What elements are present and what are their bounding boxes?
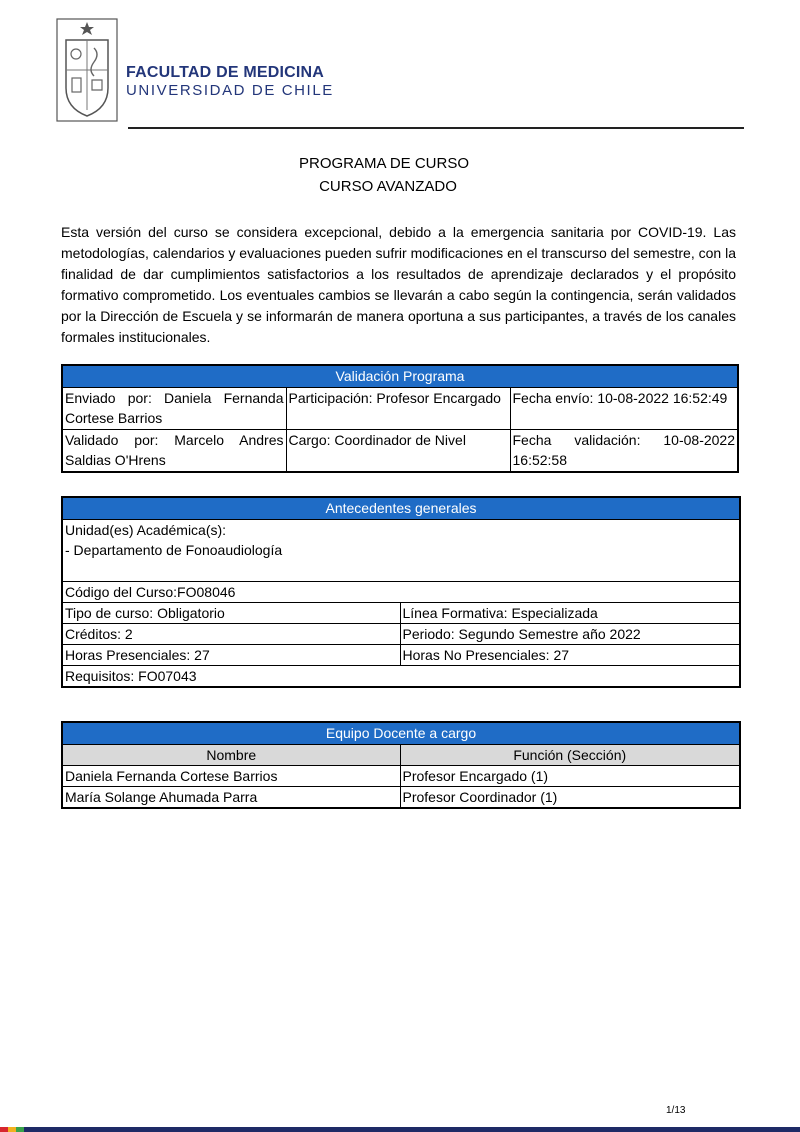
- member-role-cell: Profesor Encargado (1): [400, 766, 740, 787]
- document-subtitle: CURSO AVANZADO: [319, 178, 457, 195]
- table-row: [62, 787, 740, 809]
- table-row: [62, 766, 740, 787]
- training-line-cell: Línea Formativa: Especializada: [400, 603, 740, 624]
- role-cell: Cargo: Coordinador de Nivel: [286, 430, 510, 472]
- in-person-hours-cell: Horas Presenciales: 27: [62, 645, 400, 666]
- sent-date-cell: Fecha envío: 10-08-2022 16:52:49: [510, 388, 738, 430]
- general-heading: Antecedentes generales: [62, 497, 740, 520]
- member-name-cell: María Solange Ahumada Parra: [62, 787, 400, 809]
- period-cell: Periodo: Segundo Semestre año 2022: [400, 624, 740, 645]
- participation-cell: Participación: Profesor Encargado: [286, 388, 510, 430]
- column-header-role: Función (Sección): [400, 745, 740, 766]
- university-crest-icon: [56, 18, 118, 122]
- validated-by-cell: Validado por: Marcelo Andres Saldias O'Hrens: [62, 430, 286, 472]
- sent-by-cell: Enviado por: Daniela Fernanda Cortese Barrios: [62, 388, 286, 430]
- remote-hours-cell: Horas No Presenciales: 27: [400, 645, 740, 666]
- credits-cell: Créditos: 2: [62, 624, 400, 645]
- validation-table: [61, 364, 739, 473]
- document-title: PROGRAMA DE CURSO: [298, 155, 470, 172]
- member-role-cell: Profesor Coordinador (1): [400, 787, 740, 809]
- teaching-team-table: [61, 721, 741, 809]
- validation-heading: Validación Programa: [62, 365, 738, 388]
- header-divider: [128, 127, 744, 129]
- bottom-brand-bar: [0, 1127, 800, 1132]
- requirements-cell: Requisitos: FO07043: [62, 666, 740, 688]
- academic-units-label: Unidad(es) Académica(s):: [65, 522, 227, 538]
- column-header-name: Nombre: [62, 745, 400, 766]
- page-number: 1/13: [666, 1105, 686, 1116]
- course-code-cell: Código del Curso:FO08046: [62, 582, 740, 603]
- team-heading: Equipo Docente a cargo: [62, 722, 740, 745]
- academic-units-value: - Departamento de Fonoaudiología: [65, 542, 283, 558]
- course-type-cell: Tipo de curso: Obligatorio: [62, 603, 400, 624]
- bottom-color-accent: [0, 1127, 24, 1132]
- brand-university-name: UNIVERSIDAD DE CHILE: [126, 82, 334, 99]
- member-name-cell: Daniela Fernanda Cortese Barrios: [62, 766, 400, 787]
- intro-paragraph: Esta versión del curso se considera excepcional, debido a la emergencia sanitaria por COVID-19. Las metodologías, calendarios y evaluaciones pueden sufrir modificaciones en el transcurso del semestre, con la finalidad de dar cumplimientos satisfactorios a los resultados de aprendizaje declarados y el propósito formativo comprometido. Los eventuales cambios se llevarán a cabo según la contingencia, serán validados por la Dirección de Escuela y se informarán de manera oportuna a sus participantes, a través de los canales formales institucionales.: [61, 224, 736, 345]
- academic-units-cell: [62, 520, 740, 582]
- validation-date-cell: Fecha validación: 10-08-2022 16:52:58: [510, 430, 738, 472]
- general-info-table: [61, 496, 741, 688]
- brand-faculty-name: FACULTAD DE MEDICINA: [126, 64, 325, 81]
